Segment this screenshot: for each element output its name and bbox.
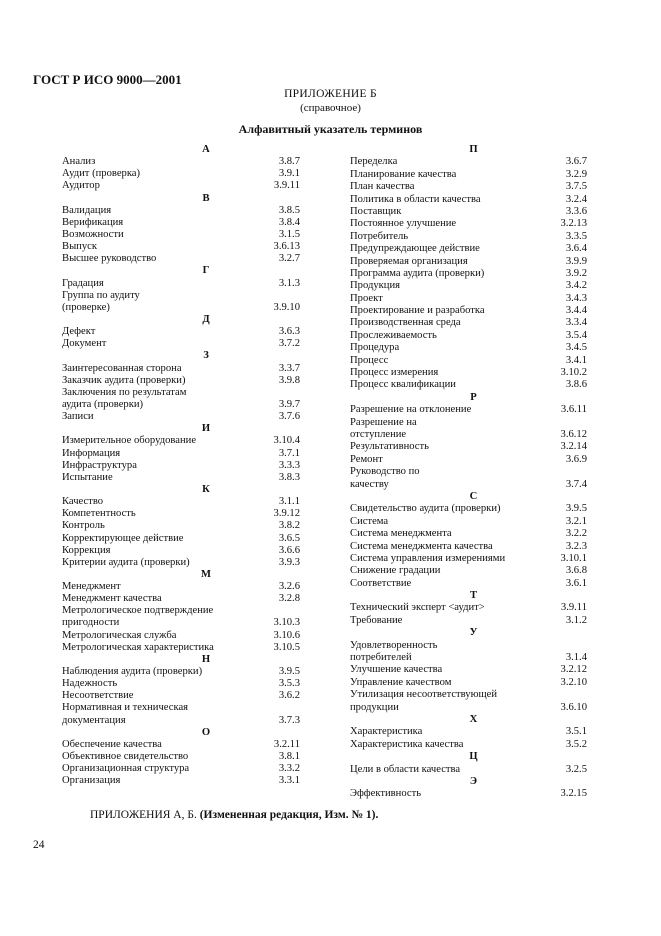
index-entry bbox=[62, 302, 300, 314]
index-term-reference: 3.6.8 bbox=[565, 565, 587, 577]
index-entry bbox=[350, 342, 587, 354]
index-term: Система менеджмента качества bbox=[350, 540, 493, 552]
index-term-reference: 3.2.14 bbox=[560, 441, 587, 453]
index-entry bbox=[350, 293, 587, 305]
index-term-reference: 3.1.3 bbox=[278, 277, 300, 289]
index-letter-heading: О bbox=[201, 726, 211, 738]
index-term: Выпуск bbox=[62, 241, 97, 253]
index-entry bbox=[350, 466, 587, 478]
index-entry bbox=[62, 666, 300, 678]
index-term: Надежность bbox=[62, 678, 118, 690]
index-letter-heading: К bbox=[202, 483, 210, 495]
index-term-reference: 3.6.6 bbox=[278, 544, 300, 556]
index-term-reference: 3.5.1 bbox=[565, 726, 587, 738]
index-letter-heading: С bbox=[469, 490, 478, 502]
index-term-reference: 3.1.5 bbox=[278, 228, 300, 240]
index-entry bbox=[350, 317, 587, 329]
index-term: Переделка bbox=[350, 156, 398, 168]
index-entry bbox=[350, 441, 587, 453]
index-entry bbox=[62, 253, 300, 265]
index-entry bbox=[350, 355, 587, 367]
index-entry bbox=[62, 241, 300, 253]
index-term: аудита (проверки) bbox=[62, 398, 144, 410]
index-term: Нормативная и техническая bbox=[62, 702, 189, 714]
index-term-reference: 3.9.5 bbox=[565, 503, 587, 515]
index-entry bbox=[62, 399, 300, 411]
index-term: отступление bbox=[350, 428, 407, 440]
index-entry bbox=[350, 330, 587, 342]
index-term: Заинтересованная сторона bbox=[62, 362, 182, 374]
index-term-reference: 3.2.5 bbox=[565, 763, 587, 775]
index-entry bbox=[62, 435, 300, 447]
index-term-reference: 3.8.3 bbox=[278, 471, 300, 483]
index-entry bbox=[350, 689, 587, 701]
index-term-reference: 3.9.8 bbox=[278, 374, 300, 386]
index-column-left bbox=[62, 144, 300, 787]
index-entry bbox=[62, 715, 300, 727]
index-term: Дефект bbox=[62, 326, 96, 338]
index-term: Объективное свидетельство bbox=[62, 751, 189, 763]
index-term: Высшее руководство bbox=[62, 253, 157, 265]
index-term-reference: 3.9.12 bbox=[273, 508, 300, 520]
index-term-reference: 3.9.7 bbox=[278, 398, 300, 410]
index-term: продукции bbox=[350, 701, 399, 713]
index-term: Заказчик аудита (проверки) bbox=[62, 374, 186, 386]
index-entry bbox=[62, 775, 300, 787]
index-term-reference: 3.6.9 bbox=[565, 453, 587, 465]
index-entry bbox=[350, 231, 587, 243]
index-term-reference: 3.2.15 bbox=[560, 788, 587, 800]
index-entry bbox=[350, 640, 587, 652]
index-term-reference: 3.7.2 bbox=[278, 338, 300, 350]
index-term-reference: 3.2.13 bbox=[560, 218, 587, 230]
index-term-reference: 3.4.2 bbox=[565, 280, 587, 292]
index-term-reference: 3.3.1 bbox=[278, 775, 300, 787]
index-term-reference: 3.9.11 bbox=[560, 602, 587, 614]
index-term: Организационная структура bbox=[62, 763, 190, 775]
index-term-reference: 3.6.11 bbox=[560, 404, 587, 416]
index-term: Система bbox=[350, 515, 389, 527]
index-term-reference: 3.4.4 bbox=[565, 305, 587, 317]
index-entry bbox=[62, 739, 300, 751]
index-entry bbox=[62, 605, 300, 617]
index-term: Предупреждающее действие bbox=[350, 243, 480, 255]
index-term-reference: 3.4.5 bbox=[565, 342, 587, 354]
appendix-subtitle: (справочное) bbox=[300, 102, 361, 114]
index-term: Аудитор bbox=[62, 180, 100, 192]
index-term: Система менеджмента bbox=[350, 528, 452, 540]
index-term-reference: 3.2.11 bbox=[273, 738, 300, 750]
index-entry bbox=[62, 168, 300, 180]
index-term-reference: 3.5.3 bbox=[278, 678, 300, 690]
index-entry bbox=[350, 156, 587, 168]
index-entry bbox=[62, 363, 300, 375]
index-term: Информация bbox=[62, 447, 121, 459]
page-number: 24 bbox=[33, 839, 45, 851]
index-entry bbox=[350, 553, 587, 565]
index-term-reference: 3.10.2 bbox=[560, 367, 587, 379]
index-entry bbox=[62, 751, 300, 763]
index-term: Характеристика bbox=[350, 726, 423, 738]
index-entry bbox=[350, 206, 587, 218]
index-term: Управление качеством bbox=[350, 676, 452, 688]
index-entry bbox=[350, 602, 587, 614]
index-letter-heading: Р bbox=[470, 391, 477, 403]
index-term-reference: 3.3.2 bbox=[278, 763, 300, 775]
index-entry bbox=[350, 652, 587, 664]
index-term: Результативность bbox=[350, 441, 429, 453]
index-term-reference: 3.3.4 bbox=[565, 317, 587, 329]
index-term-reference: 3.6.10 bbox=[560, 701, 587, 713]
index-term: Метрологическая служба bbox=[62, 629, 177, 641]
index-term: Продукция bbox=[350, 280, 400, 292]
index-term: Несоответствие bbox=[62, 690, 134, 702]
index-term: Требование bbox=[350, 614, 403, 626]
index-term: Проект bbox=[350, 292, 383, 304]
index-letter-heading: Т bbox=[469, 590, 478, 602]
index-entry bbox=[62, 411, 300, 423]
index-term: Обеспечение качества bbox=[62, 738, 162, 750]
index-term-reference: 3.10.6 bbox=[273, 629, 300, 641]
index-term: Утилизация несоответствующей bbox=[350, 689, 498, 701]
index-term-reference: 3.6.2 bbox=[278, 690, 300, 702]
index-term-reference: 3.2.12 bbox=[560, 664, 587, 676]
index-entry bbox=[62, 617, 300, 629]
index-term-reference: 3.2.7 bbox=[278, 253, 300, 265]
index-term-reference: 3.8.4 bbox=[278, 216, 300, 228]
index-entry bbox=[62, 533, 300, 545]
index-entry bbox=[62, 229, 300, 241]
index-entry bbox=[62, 278, 300, 290]
index-entry bbox=[350, 243, 587, 255]
index-entry bbox=[62, 326, 300, 338]
index-term: План качества bbox=[350, 181, 415, 193]
index-term: Процесс измерения bbox=[350, 367, 439, 379]
index-term: Коррекция bbox=[62, 544, 111, 556]
index-entry bbox=[350, 516, 587, 528]
index-term: Постоянное улучшение bbox=[350, 218, 457, 230]
index-term-reference: 3.4.1 bbox=[565, 354, 587, 366]
index-entry bbox=[62, 557, 300, 569]
index-term-reference: 3.9.2 bbox=[565, 267, 587, 279]
index-entry bbox=[350, 280, 587, 292]
index-letter-heading: У bbox=[469, 627, 478, 639]
index-term: Группа по аудиту bbox=[62, 289, 140, 301]
index-term: Политика в области качества bbox=[350, 193, 481, 205]
index-term-reference: 3.2.8 bbox=[278, 593, 300, 605]
index-entry bbox=[62, 472, 300, 484]
index-entry bbox=[350, 268, 587, 280]
index-entry bbox=[62, 180, 300, 192]
index-term-reference: 3.1.4 bbox=[565, 652, 587, 664]
index-term: Снижение градации bbox=[350, 565, 441, 577]
index-term: Критерии аудита (проверки) bbox=[62, 556, 190, 568]
index-term: Организация bbox=[62, 775, 121, 787]
index-term-reference: 3.6.5 bbox=[278, 532, 300, 544]
index-term: Цели в области качества bbox=[350, 763, 461, 775]
index-entry bbox=[62, 448, 300, 460]
index-entry bbox=[62, 338, 300, 350]
index-letter-heading: Г bbox=[202, 265, 210, 277]
index-entry bbox=[62, 217, 300, 229]
index-term-reference: 3.10.4 bbox=[273, 435, 300, 447]
index-term: Градация bbox=[62, 277, 104, 289]
index-entry bbox=[350, 664, 587, 676]
index-term: Качество bbox=[62, 496, 104, 508]
index-term: Записи bbox=[62, 411, 94, 423]
footer-note-prefix: ПРИЛОЖЕНИЯ А, Б. bbox=[90, 809, 197, 821]
index-term: Инфраструктура bbox=[62, 459, 137, 471]
index-term: Аудит (проверка) bbox=[62, 168, 141, 180]
index-term: документация bbox=[62, 714, 126, 726]
index-entry bbox=[62, 508, 300, 520]
index-entry bbox=[350, 404, 587, 416]
index-term-reference: 3.2.3 bbox=[565, 540, 587, 552]
index-term: качеству bbox=[350, 478, 389, 490]
index-term: Планирование качества bbox=[350, 168, 457, 180]
index-term: Прослеживаемость bbox=[350, 329, 437, 341]
index-term: Процесс квалификации bbox=[350, 379, 456, 391]
index-term: Испытание bbox=[62, 471, 113, 483]
index-term-reference: 3.10.3 bbox=[273, 617, 300, 629]
index-term-reference: 3.8.6 bbox=[565, 379, 587, 391]
index-letter-heading: М bbox=[201, 568, 211, 580]
index-term-reference: 3.2.4 bbox=[565, 193, 587, 205]
index-entry bbox=[350, 479, 587, 491]
index-entry bbox=[62, 290, 300, 302]
index-term: Менеджмент качества bbox=[62, 593, 162, 605]
index-term: Компетентность bbox=[62, 508, 136, 520]
index-term-reference: 3.6.13 bbox=[273, 241, 300, 253]
index-term: Система управления измерениями bbox=[350, 552, 506, 564]
index-term: Эффективность bbox=[350, 788, 422, 800]
index-letter-heading: З bbox=[203, 350, 209, 362]
index-term-reference: 3.7.1 bbox=[278, 447, 300, 459]
index-term-reference: 3.3.7 bbox=[278, 362, 300, 374]
index-term-reference: 3.10.5 bbox=[273, 641, 300, 653]
index-entry bbox=[62, 593, 300, 605]
index-term-reference: 3.3.5 bbox=[565, 230, 587, 242]
index-term: Анализ bbox=[62, 156, 96, 168]
index-entry bbox=[62, 520, 300, 532]
index-entry bbox=[350, 565, 587, 577]
index-term-reference: 3.1.1 bbox=[278, 496, 300, 508]
index-entry bbox=[350, 739, 587, 751]
index-entry bbox=[350, 615, 587, 627]
index-entry bbox=[350, 788, 587, 800]
index-entry bbox=[62, 702, 300, 714]
index-letter-heading: Д bbox=[202, 313, 210, 325]
index-entry bbox=[350, 367, 587, 379]
index-letter-heading: Н bbox=[201, 653, 211, 665]
index-entry bbox=[350, 256, 587, 268]
index-term-reference: 3.4.3 bbox=[565, 292, 587, 304]
index-term: Верификация bbox=[62, 216, 124, 228]
index-letter-heading: И bbox=[201, 423, 211, 435]
index-entry bbox=[350, 218, 587, 230]
index-term: Характеристика качества bbox=[350, 738, 464, 750]
index-entry bbox=[62, 496, 300, 508]
index-term-reference: 3.2.1 bbox=[565, 515, 587, 527]
index-term-reference: 3.9.11 bbox=[273, 180, 300, 192]
index-term: Возможности bbox=[62, 228, 124, 240]
index-term: Заключения по результатам bbox=[62, 386, 187, 398]
index-term: (проверке) bbox=[62, 301, 110, 313]
index-title: Алфавитный указатель терминов bbox=[238, 122, 423, 136]
index-term: пригодности bbox=[62, 617, 120, 629]
index-entry bbox=[350, 454, 587, 466]
index-term-reference: 3.7.4 bbox=[565, 478, 587, 490]
index-entry bbox=[350, 169, 587, 181]
index-entry bbox=[350, 194, 587, 206]
index-term-reference: 3.9.1 bbox=[278, 168, 300, 180]
index-entry bbox=[62, 156, 300, 168]
index-letter-heading: Х bbox=[469, 713, 478, 725]
index-entry bbox=[62, 642, 300, 654]
index-term: Метрологическая характеристика bbox=[62, 641, 214, 653]
index-term: Наблюдения аудита (проверки) bbox=[62, 666, 203, 678]
index-term: Контроль bbox=[62, 520, 105, 532]
index-term-reference: 3.9.3 bbox=[278, 556, 300, 568]
index-term-reference: 3.3.3 bbox=[278, 459, 300, 471]
index-column-right bbox=[350, 144, 587, 801]
index-letter-heading: Э bbox=[469, 775, 478, 787]
index-entry bbox=[350, 677, 587, 689]
index-entry bbox=[350, 578, 587, 590]
index-term: Поставщик bbox=[350, 205, 402, 217]
index-term: Программа аудита (проверки) bbox=[350, 267, 485, 279]
index-entry bbox=[62, 763, 300, 775]
index-entry bbox=[62, 581, 300, 593]
index-entry bbox=[350, 429, 587, 441]
index-entry bbox=[62, 375, 300, 387]
index-term-reference: 3.6.12 bbox=[560, 428, 587, 440]
index-term: потребителей bbox=[350, 652, 412, 664]
index-term: Проектирование и разработка bbox=[350, 305, 485, 317]
index-term: Разрешение на bbox=[350, 416, 417, 428]
index-term-reference: 3.6.1 bbox=[565, 577, 587, 589]
index-term-reference: 3.5.2 bbox=[565, 738, 587, 750]
index-entry bbox=[350, 528, 587, 540]
footer-note bbox=[90, 809, 378, 821]
index-term: Процедура bbox=[350, 342, 400, 354]
index-term-reference: 3.2.6 bbox=[278, 581, 300, 593]
appendix-title: ПРИЛОЖЕНИЕ Б bbox=[284, 88, 377, 100]
index-term-reference: 3.9.10 bbox=[273, 301, 300, 313]
index-term-reference: 3.7.3 bbox=[278, 714, 300, 726]
index-term-reference: 3.2.9 bbox=[565, 168, 587, 180]
index-term-reference: 3.8.2 bbox=[278, 520, 300, 532]
index-term: Технический эксперт <аудит> bbox=[350, 602, 485, 614]
document-code: ГОСТ Р ИСО 9000—2001 bbox=[33, 72, 182, 87]
index-entry bbox=[350, 541, 587, 553]
index-term-reference: 3.5.4 bbox=[565, 329, 587, 341]
index-term: Валидация bbox=[62, 204, 112, 216]
index-entry bbox=[350, 503, 587, 515]
index-term: Соответствие bbox=[350, 577, 412, 589]
index-term-reference: 3.2.2 bbox=[565, 528, 587, 540]
index-entry bbox=[350, 702, 587, 714]
index-term-reference: 3.9.5 bbox=[278, 666, 300, 678]
index-term-reference: 3.9.9 bbox=[565, 255, 587, 267]
index-entry bbox=[350, 764, 587, 776]
index-term: Измерительное оборудование bbox=[62, 435, 197, 447]
index-term-reference: 3.7.5 bbox=[565, 181, 587, 193]
index-term: Ремонт bbox=[350, 453, 383, 465]
index-term-reference: 3.8.1 bbox=[278, 751, 300, 763]
index-entry bbox=[62, 205, 300, 217]
index-term: Документ bbox=[62, 338, 107, 350]
index-term: Проверяемая организация bbox=[350, 255, 468, 267]
index-term-reference: 3.6.4 bbox=[565, 243, 587, 255]
index-entry bbox=[62, 630, 300, 642]
index-term-reference: 3.3.6 bbox=[565, 205, 587, 217]
index-entry bbox=[350, 181, 587, 193]
index-entry bbox=[62, 545, 300, 557]
index-term-reference: 3.10.1 bbox=[560, 552, 587, 564]
index-entry bbox=[62, 387, 300, 399]
index-entry bbox=[62, 690, 300, 702]
index-term-reference: 3.6.7 bbox=[565, 156, 587, 168]
index-entry bbox=[350, 417, 587, 429]
footer-note-amendment: (Измененная редакция, Изм. № 1). bbox=[199, 809, 379, 821]
index-entry bbox=[350, 379, 587, 391]
index-term: Свидетельство аудита (проверки) bbox=[350, 503, 501, 515]
index-term-reference: 3.8.7 bbox=[278, 156, 300, 168]
index-term-reference: 3.6.3 bbox=[278, 326, 300, 338]
index-letter-heading: А bbox=[202, 144, 210, 155]
index-term: Менеджмент bbox=[62, 581, 121, 593]
index-entry bbox=[62, 460, 300, 472]
index-entry bbox=[62, 678, 300, 690]
index-term: Руководство по bbox=[350, 466, 420, 478]
index-term: Производственная среда bbox=[350, 317, 461, 329]
index-term-reference: 3.2.10 bbox=[560, 676, 587, 688]
index-term: Метрологическое подтверждение bbox=[62, 605, 214, 617]
index-term: Корректирующее действие bbox=[62, 532, 184, 544]
index-term-reference: 3.8.5 bbox=[278, 204, 300, 216]
index-letter-heading: В bbox=[202, 192, 210, 204]
index-term: Процесс bbox=[350, 354, 389, 366]
index-term-reference: 3.7.6 bbox=[278, 411, 300, 423]
index-letter-heading: П bbox=[469, 144, 478, 155]
index-entry bbox=[350, 305, 587, 317]
index-entry bbox=[350, 726, 587, 738]
index-letter-heading: Ц bbox=[469, 751, 478, 763]
index-term: Разрешение на отклонение bbox=[350, 404, 472, 416]
index-term-reference: 3.1.2 bbox=[565, 614, 587, 626]
index-term: Удовлетворенность bbox=[350, 639, 438, 651]
index-term: Улучшение качества bbox=[350, 664, 443, 676]
index-term: Потребитель bbox=[350, 230, 409, 242]
